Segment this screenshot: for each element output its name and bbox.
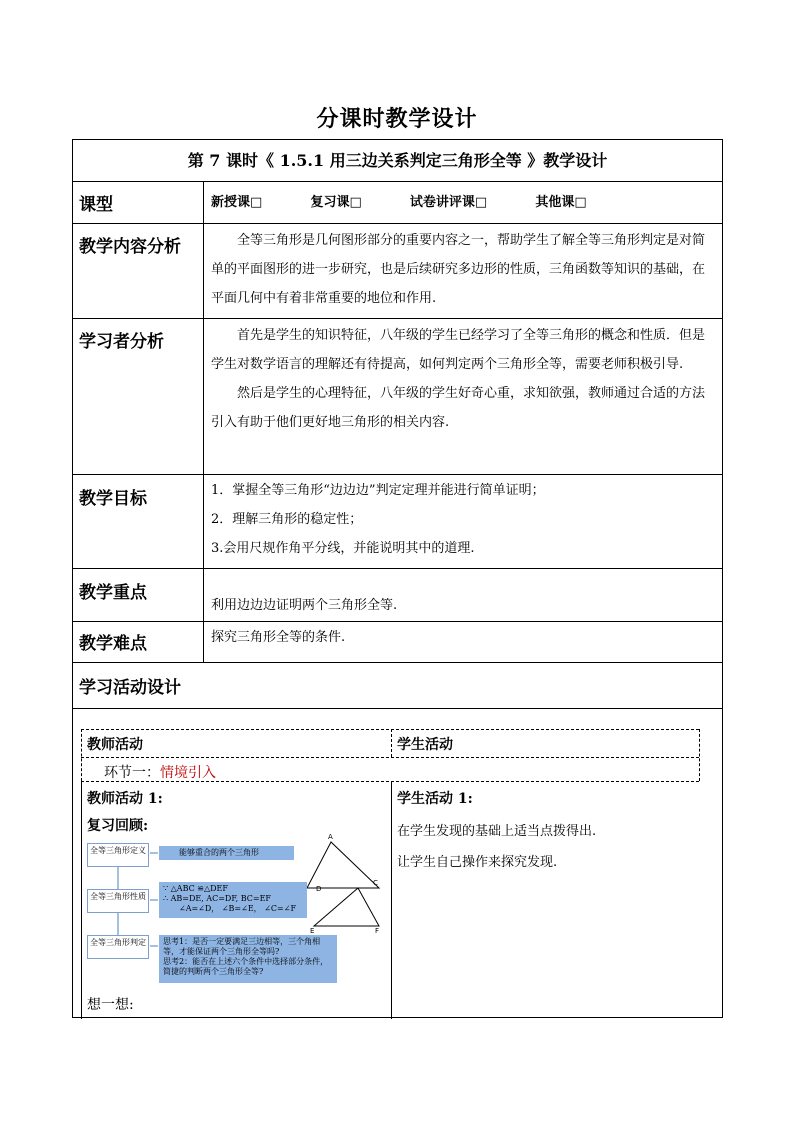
objectives-label: 教学目标 <box>79 489 147 509</box>
lesson-title: 第 7 课时《 1.5.1 用三边关系判定三角形全等 》教学设计 <box>187 151 608 170</box>
activity-design-label: 学习活动设计 <box>79 678 181 698</box>
property-box: 全等三角形性质 <box>87 889 149 913</box>
vertex-label: E <box>310 927 315 935</box>
learner-analysis-para1: 首先是学生的知识特征，八年级的学生已经学习了全等三角形的概念和性质．但是学生对数学语言的理解还有待提高，如何判定两个三角形全等，需要老师积极引导. <box>211 328 706 372</box>
property-text <box>159 882 307 918</box>
vertex-label: A <box>328 833 333 841</box>
option-exam-review-lesson[interactable]: 试卷讲评课□ <box>409 195 488 210</box>
judgement-box: 全等三角形判定 <box>87 935 149 959</box>
review-label: 复习回顾: <box>87 818 149 834</box>
option-new-lesson[interactable]: 新授课□ <box>211 195 263 210</box>
property-line: ∠A=∠D， ∠B=∠E， ∠C=∠F <box>179 904 296 913</box>
property-line: ∴ AB=DE, AC=DF, BC=EF <box>163 894 271 903</box>
option-other-lesson[interactable]: 其他课□ <box>535 195 587 210</box>
key-points-text: 利用边边边证明两个三角形全等. <box>211 598 398 613</box>
objective-item: 2．理解三角形的稳定性； <box>211 512 363 527</box>
vertex-label: F <box>375 927 380 935</box>
difficulties-label: 教学难点 <box>79 634 147 654</box>
student-activity-1-title: 学生活动 1: <box>397 791 473 807</box>
student-activity-line: 在学生发现的基础上适当点拨得出. <box>397 824 597 839</box>
lesson-type-label: 课型 <box>79 195 113 215</box>
page-title: 分课时教学设计 <box>316 106 478 132</box>
vertex-label: D <box>316 885 322 893</box>
objective-item: 3.会用尺规作角平分线，并能说明其中的道理. <box>211 541 475 556</box>
vertex-label: C <box>373 879 378 887</box>
definition-box: 全等三角形定义 <box>87 843 149 867</box>
option-review-lesson[interactable]: 复习课□ <box>310 195 362 210</box>
section-prefix: 环节一： <box>104 765 160 781</box>
judgement-line: 思考2：能否在上述六个条件中选择部分条件，简捷的判断两个三角形全等? <box>163 957 329 976</box>
content-analysis-text: 全等三角形是几何图形部分的重要内容之一，帮助学生了解全等三角形判定是对简单的平面图形的进一步研究，也是后续研究多边形的性质，三角函数等知识的基础，在平面几何中有着非常重要的地位和作用. <box>211 233 706 306</box>
lesson-design-table <box>72 139 723 1018</box>
teacher-activity-header: 教师活动 <box>87 737 143 753</box>
teacher-activity-1-title: 教师活动 1: <box>87 791 163 807</box>
objective-item: 1．掌握全等三角形“边边边”判定定理并能进行简单证明； <box>211 483 545 498</box>
judgement-text <box>159 935 337 983</box>
student-activity-line: 让学生自己操作来探究发现. <box>397 855 558 870</box>
learner-analysis-label: 学习者分析 <box>79 332 164 352</box>
property-line: ∵ △ABC ≌△DEF <box>163 884 228 893</box>
content-analysis-label: 教学内容分析 <box>79 237 181 257</box>
difficulties-text: 探究三角形全等的条件. <box>211 630 346 645</box>
triangle-abc <box>307 842 379 888</box>
triangle-def <box>314 888 379 926</box>
judgement-line: 思考1：是否一定要满足三边相等，三个角相等，才能保证两个三角形全等吗? <box>163 937 321 956</box>
section-title: 情境引入 <box>160 765 216 781</box>
definition-text: 能够重合的两个三角形 <box>159 846 294 860</box>
student-activity-header: 学生活动 <box>397 737 453 753</box>
learner-analysis-para2: 然后是学生的心理特征，八年级的学生好奇心重，求知欲强，教师通过合适的方法引入有助于他们更好地三角形的相关内容. <box>211 386 706 430</box>
think-label: 想一想: <box>87 997 134 1013</box>
key-points-label: 教学重点 <box>79 583 147 603</box>
